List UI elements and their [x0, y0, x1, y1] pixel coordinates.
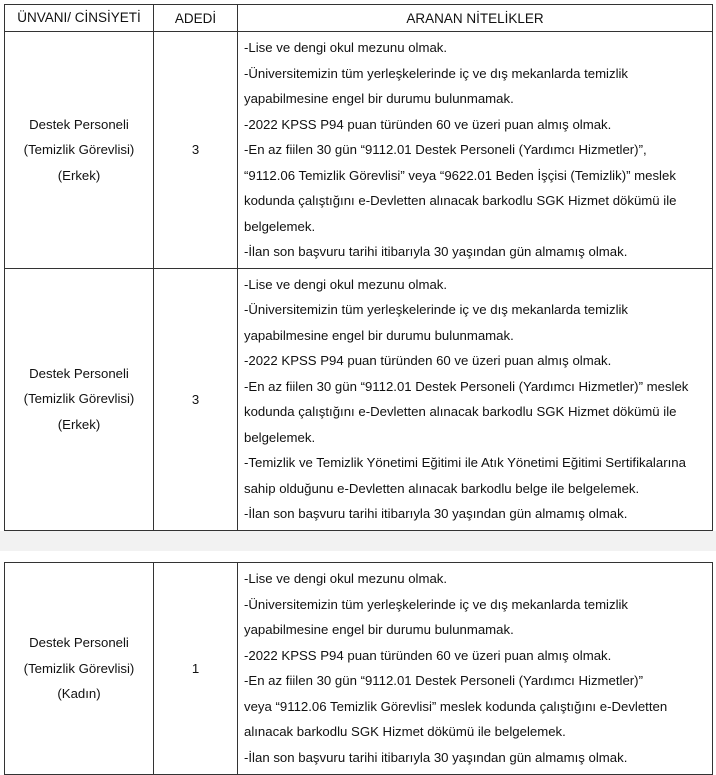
qualification-line: -Üniversitemizin tüm yerleşkelerinde iç ve dış mekanlarda temizlik — [244, 302, 629, 317]
qualification-line: -2022 KPSS P94 puan türünden 60 ve üzeri puan almış olmak. — [244, 353, 612, 368]
page-break-gap — [0, 531, 716, 551]
position-title-cell — [5, 32, 154, 269]
position-gender: (Kadın) — [57, 686, 101, 702]
qualification-line: kodunda çalıştığını e-Devletten alınacak barkodlu SGK Hizmet dökümü ile — [244, 404, 677, 419]
qualification-line: -Üniversitemizin tüm yerleşkelerinde iç ve dış mekanlarda temizlik — [244, 65, 629, 81]
position-count: 3 — [154, 268, 238, 530]
qualification-line: -En az fiilen 30 gün “9112.01 Destek Personeli (Yardımcı Hizmetler)” meslek — [244, 378, 689, 394]
qualification-line: yapabilmesine engel bir durumu bulunmamak. — [244, 91, 514, 106]
header-title-gender: ÜNVANI/ CİNSİYETİ — [5, 5, 154, 32]
position-gender: (Erkek) — [57, 167, 101, 183]
qualification-line: -2022 KPSS P94 puan türünden 60 ve üzeri puan almış olmak. — [244, 647, 612, 663]
table-row — [5, 32, 713, 269]
qualifications-cell — [238, 268, 713, 530]
qualification-line: -Temizlik ve Temizlik Yönetimi Eğitimi ile Atık Yönetimi Eğitimi Sertifikalarına — [244, 455, 686, 470]
qualification-line: -Lise ve dengi okul mezunu olmak. — [244, 276, 448, 292]
position-title-line: Destek Personeli — [29, 116, 129, 132]
qualification-line: kodunda çalıştığını e-Devletten alınacak barkodlu SGK Hizmet dökümü ile — [244, 193, 677, 208]
qualification-line: belgelemek. — [244, 429, 316, 445]
qualification-line: yapabilmesine engel bir durumu bulunmamak. — [244, 327, 514, 343]
qualification-line: -Lise ve dengi okul mezunu olmak. — [244, 40, 448, 55]
position-title-cell — [5, 268, 154, 530]
qualification-line: -Üniversitemizin tüm yerleşkelerinde iç ve dış mekanlarda temizlik — [244, 596, 629, 612]
position-title-cell — [5, 563, 154, 775]
qualification-line: “9112.06 Temizlik Görevlisi” veya “9622.01 Beden İşçisi (Temizlik)” meslek — [244, 167, 676, 183]
qualification-line: alınacak barkodlu SGK Hizmet dökümü ile belgelemek. — [244, 724, 566, 739]
position-title-line: (Temizlik Görevlisi) — [23, 391, 135, 407]
qualifications-cell — [238, 563, 713, 775]
qualification-line: yapabilmesine engel bir durumu bulunmamak. — [244, 622, 514, 637]
position-gender: (Erkek) — [57, 416, 101, 432]
requirements-table — [4, 4, 713, 531]
requirements-table-continued — [4, 562, 713, 775]
qualification-line: -İlan son başvuru tarihi itibarıyla 30 yaşından gün almamış olmak. — [244, 749, 628, 765]
qualification-line: -İlan son başvuru tarihi itibarıyla 30 yaşından gün almamış olmak. — [244, 244, 628, 259]
qualification-line: -2022 KPSS P94 puan türünden 60 ve üzeri puan almış olmak. — [244, 116, 612, 132]
header-count: ADEDİ — [154, 5, 238, 32]
qualification-line: -İlan son başvuru tarihi itibarıyla 30 yaşından gün almamış olmak. — [244, 506, 628, 521]
qualification-line: sahip olduğunu e-Devletten alınacak barkodlu belge ile belgelemek. — [244, 480, 640, 496]
table-row — [5, 563, 713, 775]
position-title-line: (Temizlik Görevlisi) — [23, 142, 135, 157]
qualifications-cell — [238, 32, 713, 269]
table-header-row — [5, 5, 713, 32]
position-title-line: (Temizlik Görevlisi) — [23, 660, 135, 676]
qualification-line: belgelemek. — [244, 218, 316, 234]
position-count: 1 — [154, 563, 238, 775]
qualification-line: -Lise ve dengi okul mezunu olmak. — [244, 571, 448, 586]
position-title-line: Destek Personeli — [29, 365, 129, 381]
qualification-line: -En az fiilen 30 gün “9112.01 Destek Personeli (Yardımcı Hizmetler)” — [244, 673, 643, 688]
position-count: 3 — [154, 32, 238, 269]
qualification-line: -En az fiilen 30 gün “9112.01 Destek Personeli (Yardımcı Hizmetler)”, — [244, 142, 647, 157]
position-title-line: Destek Personeli — [29, 635, 129, 651]
table-row — [5, 268, 713, 530]
qualification-line: veya “9112.06 Temizlik Görevlisi” meslek kodunda çalıştığını e-Devletten — [244, 698, 668, 714]
header-qualifications: ARANAN NİTELİKLER — [238, 5, 713, 32]
